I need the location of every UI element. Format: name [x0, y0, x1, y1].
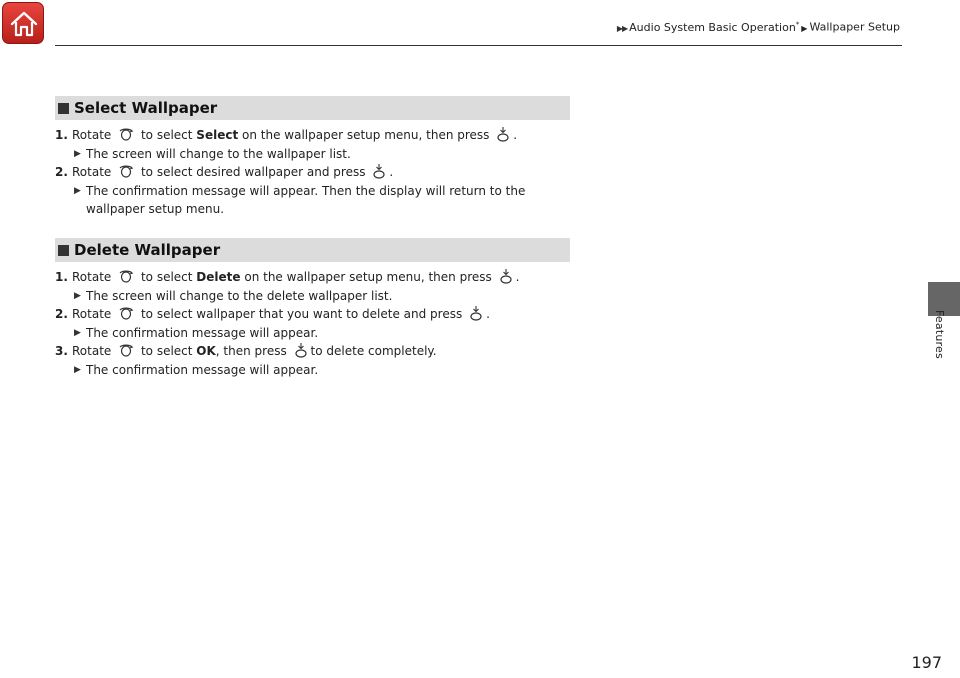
page-number: 197	[911, 653, 942, 672]
result-arrow-icon: ▶	[74, 327, 81, 338]
delete-wallpaper-steps	[55, 268, 575, 379]
interface-dial-press-icon	[469, 305, 483, 321]
step-item: 2. Rotate to select wallpaper that you want to delete and press .	[55, 307, 490, 321]
section-heading-delete-wallpaper: Delete Wallpaper	[55, 238, 570, 262]
interface-dial-rotate-icon	[118, 268, 134, 284]
result-arrow-icon: ▶	[74, 290, 81, 301]
interface-dial-rotate-icon	[118, 126, 134, 142]
square-bullet-icon	[58, 103, 69, 114]
square-bullet-icon	[58, 245, 69, 256]
breadcrumb	[617, 20, 900, 34]
header-divider	[55, 45, 902, 46]
result-arrow-icon: ▶	[74, 364, 81, 375]
result-arrow-icon: ▶	[74, 185, 81, 196]
result-arrow-icon: ▶	[74, 148, 81, 159]
interface-dial-rotate-icon	[118, 305, 134, 321]
interface-dial-rotate-icon	[118, 342, 134, 358]
home-icon	[8, 8, 40, 40]
step-result: ▶ The confirmation message will appear.	[55, 324, 575, 343]
step-result: ▶ The confirmation message will appear.	[55, 361, 575, 380]
breadcrumb-arrow-icon: ▶▶	[616, 23, 628, 33]
breadcrumb-arrow-icon: ▶	[801, 23, 808, 33]
select-wallpaper-steps	[55, 126, 575, 219]
side-tab-label: Features	[933, 310, 946, 359]
step-item: 2. Rotate to select desired wallpaper and press .	[55, 165, 394, 179]
interface-dial-press-icon	[499, 268, 513, 284]
breadcrumb-link-audio-system[interactable]: Audio System Basic Operation*	[629, 20, 800, 34]
interface-dial-press-icon	[372, 163, 386, 179]
step-result: ▶ The screen will change to the delete wallpaper list.	[55, 287, 575, 306]
interface-dial-rotate-icon	[118, 163, 134, 179]
section-heading-select-wallpaper: Select Wallpaper	[55, 96, 570, 120]
step-item: 1. Rotate to select Delete on the wallpaper setup menu, then press .	[55, 270, 520, 284]
step-result: ▶ The confirmation message will appear. Then the display will return to the wallpaper setup menu.	[74, 183, 526, 216]
interface-dial-press-icon	[496, 126, 510, 142]
breadcrumb-current: Wallpaper Setup	[809, 20, 900, 34]
step-item: 1. Rotate to select Select on the wallpaper setup menu, then press .	[55, 128, 518, 142]
step-result: ▶ The screen will change to the wallpaper list.	[55, 145, 575, 164]
interface-dial-press-icon	[294, 342, 308, 358]
home-button[interactable]	[2, 2, 44, 44]
step-item: 3. Rotate to select OK, then press to delete completely.	[55, 344, 437, 358]
